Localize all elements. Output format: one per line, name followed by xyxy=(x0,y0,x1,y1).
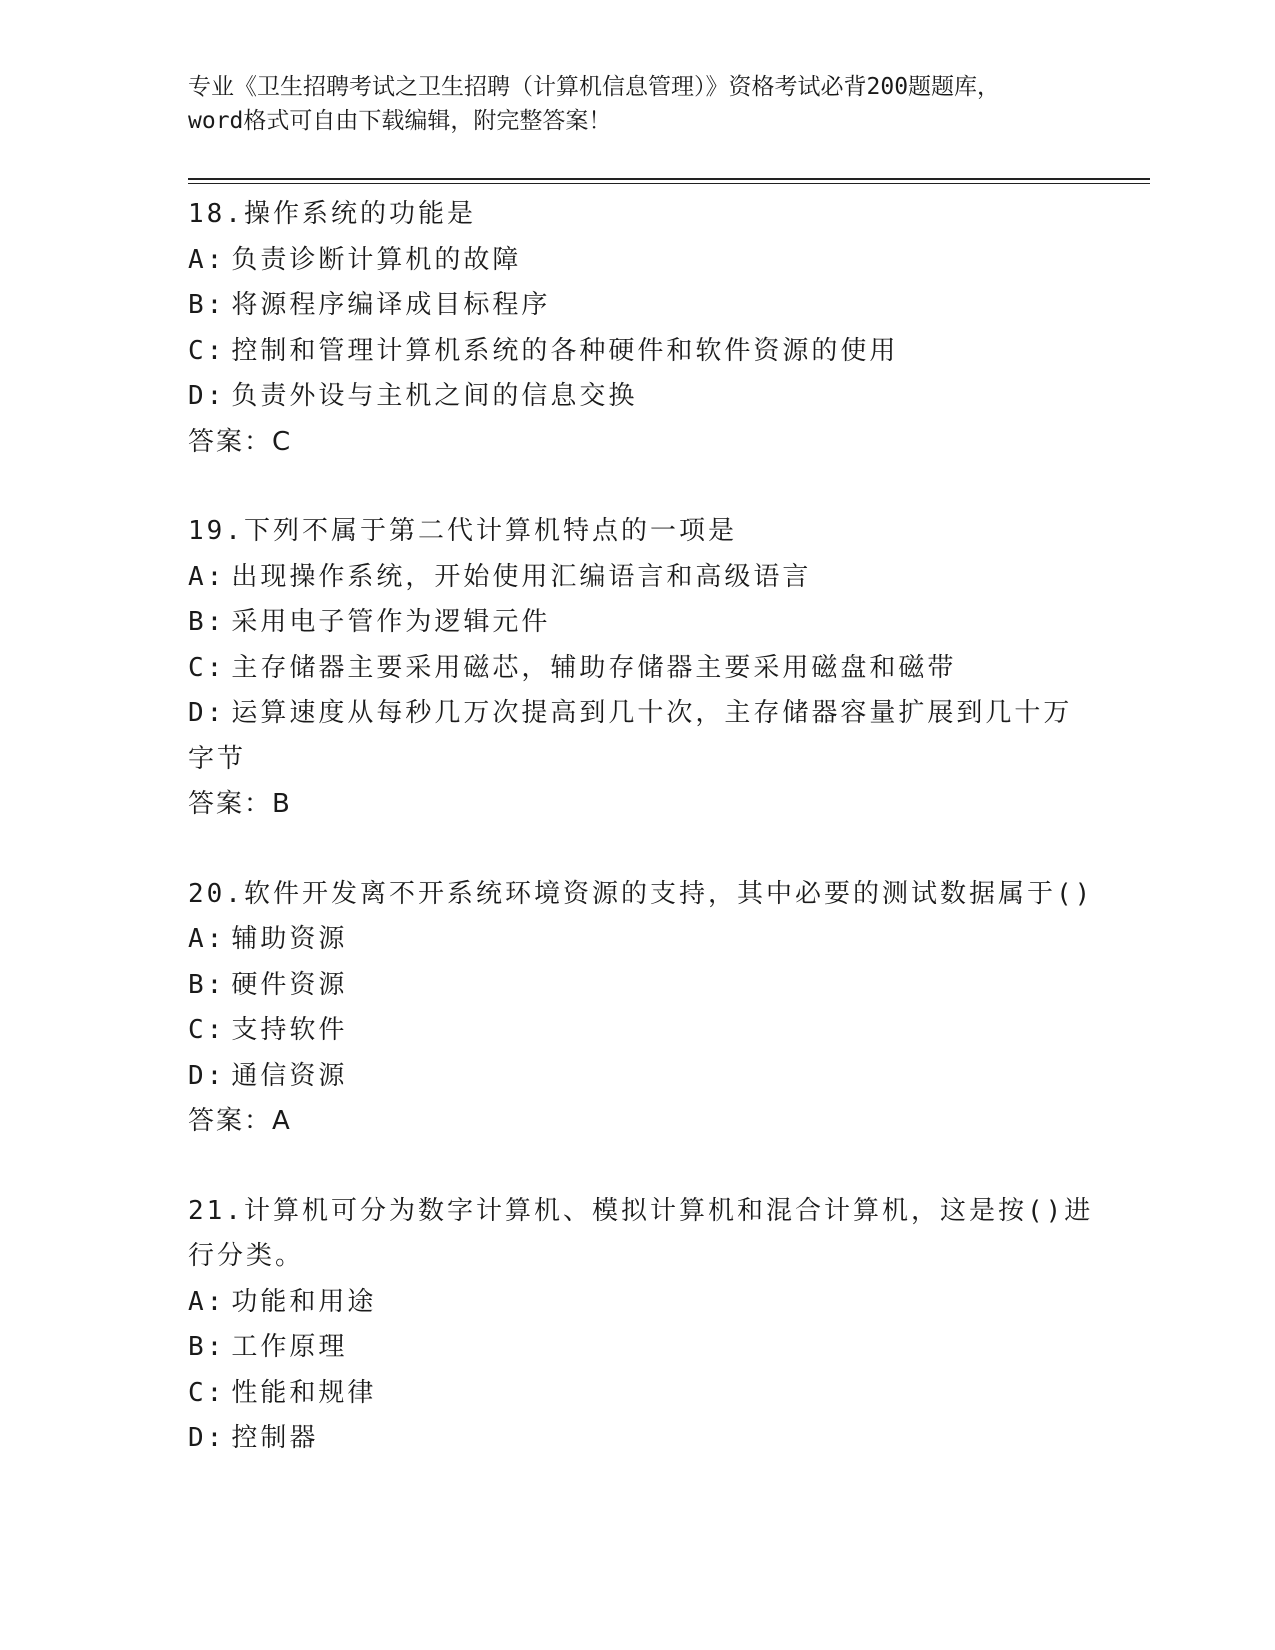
option-line xyxy=(188,329,1150,375)
option-text: 出现操作系统，开始使用汇编语言和高级语言 xyxy=(231,561,812,592)
question-title: 18.操作系统的功能是 xyxy=(188,199,476,229)
header-line-1: 专业《卫生招聘考试之卫生招聘（计算机信息管理）》资格考试必背200题题库， xyxy=(188,74,1001,100)
answer-line: 答案：B xyxy=(188,789,292,819)
option-line xyxy=(188,917,1150,963)
option-line xyxy=(188,374,1150,420)
option-line xyxy=(188,600,1150,646)
option-text: 负责外设与主机之间的信息交换 xyxy=(231,381,638,411)
option-text: 支持软件 xyxy=(231,1015,348,1045)
document-page xyxy=(188,70,1150,1506)
option-letter: A: xyxy=(188,244,226,275)
option-text: 控制器 xyxy=(231,1423,319,1453)
document-header xyxy=(188,70,1150,138)
header-divider xyxy=(188,178,1150,184)
question-title: 21.计算机可分为数字计算机、模拟计算机和混合计算机，这是按()进 xyxy=(188,1195,1094,1226)
answer-line: 答案：C xyxy=(188,426,293,457)
option-letter: A: xyxy=(188,1286,226,1317)
option-line xyxy=(188,238,1150,284)
option-text: 硬件资源 xyxy=(231,969,348,1000)
option-line xyxy=(188,1416,1150,1462)
option-line xyxy=(188,737,1150,783)
question-title: 19.下列不属于第二代计算机特点的一项是 xyxy=(188,516,737,546)
option-letter: D: xyxy=(188,381,226,411)
option-text: 负责诊断计算机的故障 xyxy=(231,244,522,275)
option-line xyxy=(188,1280,1150,1326)
option-line xyxy=(188,1054,1150,1100)
header-line-2: word格式可自由下载编辑，附完整答案！ xyxy=(188,108,612,134)
question-item xyxy=(188,872,1150,1145)
question-item xyxy=(188,509,1150,828)
option-line xyxy=(188,646,1150,692)
option-text: 主存储器主要采用磁芯，辅助存储器主要采用磁盘和磁带 xyxy=(231,652,957,683)
option-letter: B: xyxy=(188,607,226,637)
question-list xyxy=(188,192,1150,1462)
option-letter: B: xyxy=(188,290,226,320)
option-line xyxy=(188,283,1150,329)
answer-line: 答案：A xyxy=(188,1106,292,1136)
option-text: 功能和用途 xyxy=(231,1286,377,1317)
question-item xyxy=(188,1189,1150,1462)
option-line xyxy=(188,963,1150,1009)
option-text: 字节 xyxy=(188,743,247,774)
option-text: 运算速度从每秒几万次提高到几十次，主存储器容量扩展到几十万 xyxy=(231,698,1073,728)
option-letter: C: xyxy=(188,1015,226,1045)
option-line xyxy=(188,1325,1150,1371)
option-text: 将源程序编译成目标程序 xyxy=(231,290,551,320)
option-letter: B: xyxy=(188,1332,226,1362)
option-text: 控制和管理计算机系统的各种硬件和软件资源的使用 xyxy=(231,335,899,366)
option-letter: D: xyxy=(188,698,226,728)
question-item xyxy=(188,192,1150,465)
question-title: 行分类。 xyxy=(188,1241,305,1271)
option-line xyxy=(188,691,1150,737)
option-letter: A: xyxy=(188,561,226,592)
option-line xyxy=(188,555,1150,601)
question-title: 20.软件开发离不开系统环境资源的支持，其中必要的测试数据属于() xyxy=(188,878,1094,909)
option-letter: D: xyxy=(188,1060,226,1091)
option-letter: B: xyxy=(188,969,226,1000)
option-text: 性能和规律 xyxy=(231,1377,377,1408)
option-letter: C: xyxy=(188,652,226,683)
option-letter: C: xyxy=(188,1377,226,1408)
option-text: 采用电子管作为逻辑元件 xyxy=(231,607,551,637)
option-text: 通信资源 xyxy=(231,1060,348,1091)
option-text: 工作原理 xyxy=(231,1332,348,1362)
option-letter: D: xyxy=(188,1423,226,1453)
option-text: 辅助资源 xyxy=(231,924,348,954)
option-line xyxy=(188,1371,1150,1417)
option-line xyxy=(188,1008,1150,1054)
option-letter: C: xyxy=(188,335,226,366)
option-letter: A: xyxy=(188,924,226,954)
